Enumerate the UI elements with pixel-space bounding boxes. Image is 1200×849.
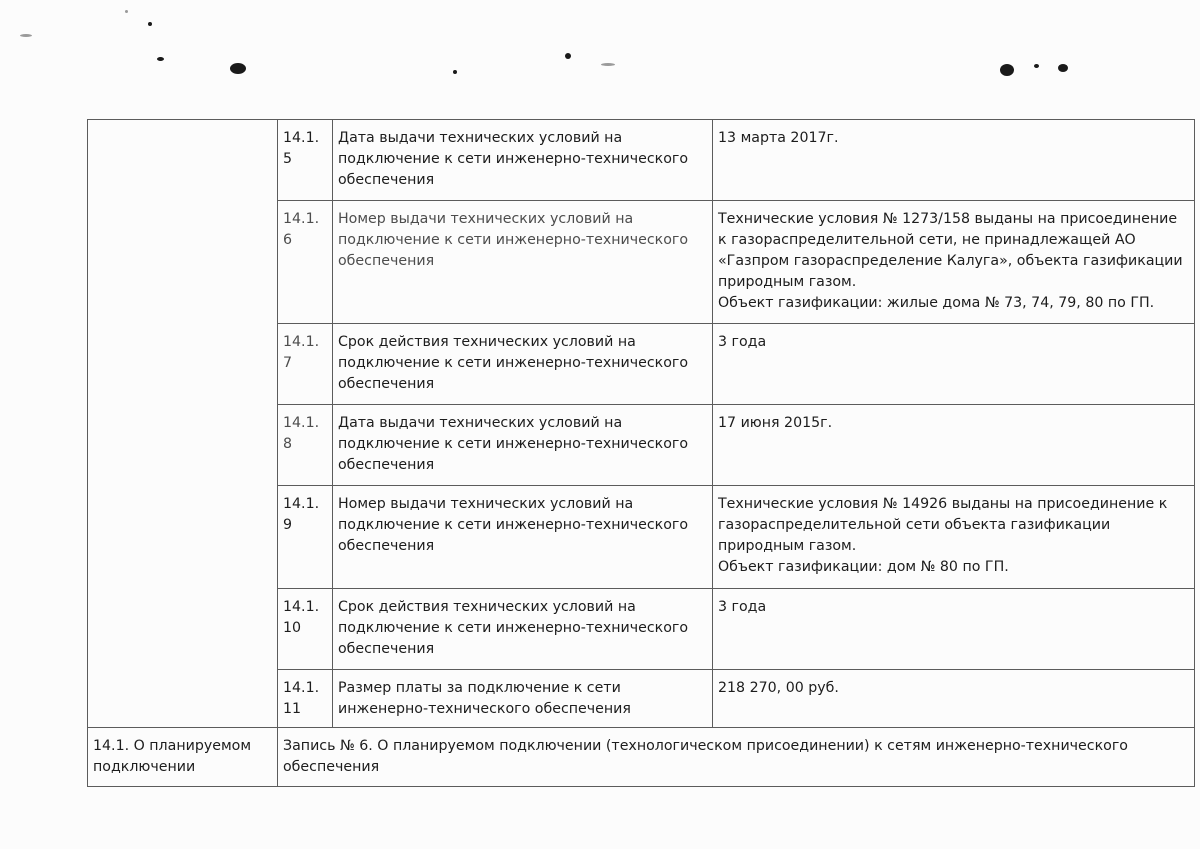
section-blank-cell [88, 120, 278, 728]
scan-speck [601, 63, 615, 66]
scan-speck [230, 63, 246, 74]
item-label: Номер выдачи технических условий на подключение к сети инженерно-технического обеспечения [333, 201, 713, 324]
scan-speck [1058, 64, 1068, 72]
item-value [713, 324, 1195, 405]
section-text: Запись № 6. О планируемом подключении (технологическом присоединении) к сетям инженерно-технического обеспечения [278, 728, 1195, 787]
item-number: 14.1.9 [278, 486, 333, 589]
item-label: Размер платы за подключение к сети инженерно-технического обеспечения [333, 670, 713, 728]
value-line: 13 марта 2017г. [718, 130, 839, 146]
item-number: 14.1.11 [278, 670, 333, 728]
value-line: Объект газификации: жилые дома № 73, 74, 79, 80 по ГП. [718, 295, 1155, 311]
item-value [713, 405, 1195, 486]
table-row [88, 120, 1195, 201]
value-line: Технические условия № 14926 выданы на присоединение к газораспределительной сети объекта газификации природным газом. [718, 496, 1168, 554]
value-line: 218 270, 00 руб. [718, 680, 839, 696]
item-value [713, 120, 1195, 201]
scan-speck [453, 70, 457, 74]
item-label: Номер выдачи технических условий на подключение к сети инженерно-технического обеспечения [333, 486, 713, 589]
value-line: 3 года [718, 599, 767, 615]
item-label: Дата выдачи технических условий на подключение к сети инженерно-технического обеспечения [333, 120, 713, 201]
item-label: Срок действия технических условий на подключение к сети инженерно-технического обеспечения [333, 589, 713, 670]
scan-speck [20, 34, 32, 37]
item-number: 14.1.10 [278, 589, 333, 670]
value-line: Объект газификации: дом № 80 по ГП. [718, 559, 1009, 575]
scan-speck [1000, 64, 1014, 76]
item-number: 14.1.6 [278, 201, 333, 324]
item-value [713, 589, 1195, 670]
item-value [713, 201, 1195, 324]
item-value [713, 486, 1195, 589]
value-line: 17 июня 2015г. [718, 415, 833, 431]
item-label: Срок действия технических условий на подключение к сети инженерно-технического обеспечения [333, 324, 713, 405]
scan-speck [125, 10, 128, 13]
item-number: 14.1.7 [278, 324, 333, 405]
item-number: 14.1.8 [278, 405, 333, 486]
technical-conditions-table [87, 119, 1195, 787]
item-value [713, 670, 1195, 728]
item-label: Дата выдачи технических условий на подключение к сети инженерно-технического обеспечения [333, 405, 713, 486]
item-number: 14.1.5 [278, 120, 333, 201]
scan-speck [157, 57, 164, 61]
scan-speck [565, 53, 571, 59]
value-line: 3 года [718, 334, 767, 350]
value-line: Технические условия № 1273/158 выданы на присоединение к газораспределительной сети, не принадлежащей АО «Газпром газораспределение Калуга», объекта газификации природным газом. [718, 211, 1183, 290]
scan-speck [1034, 64, 1039, 68]
scan-speck [148, 22, 152, 26]
section-row [88, 728, 1195, 787]
section-heading: 14.1. О планируемом подключении [88, 728, 278, 787]
